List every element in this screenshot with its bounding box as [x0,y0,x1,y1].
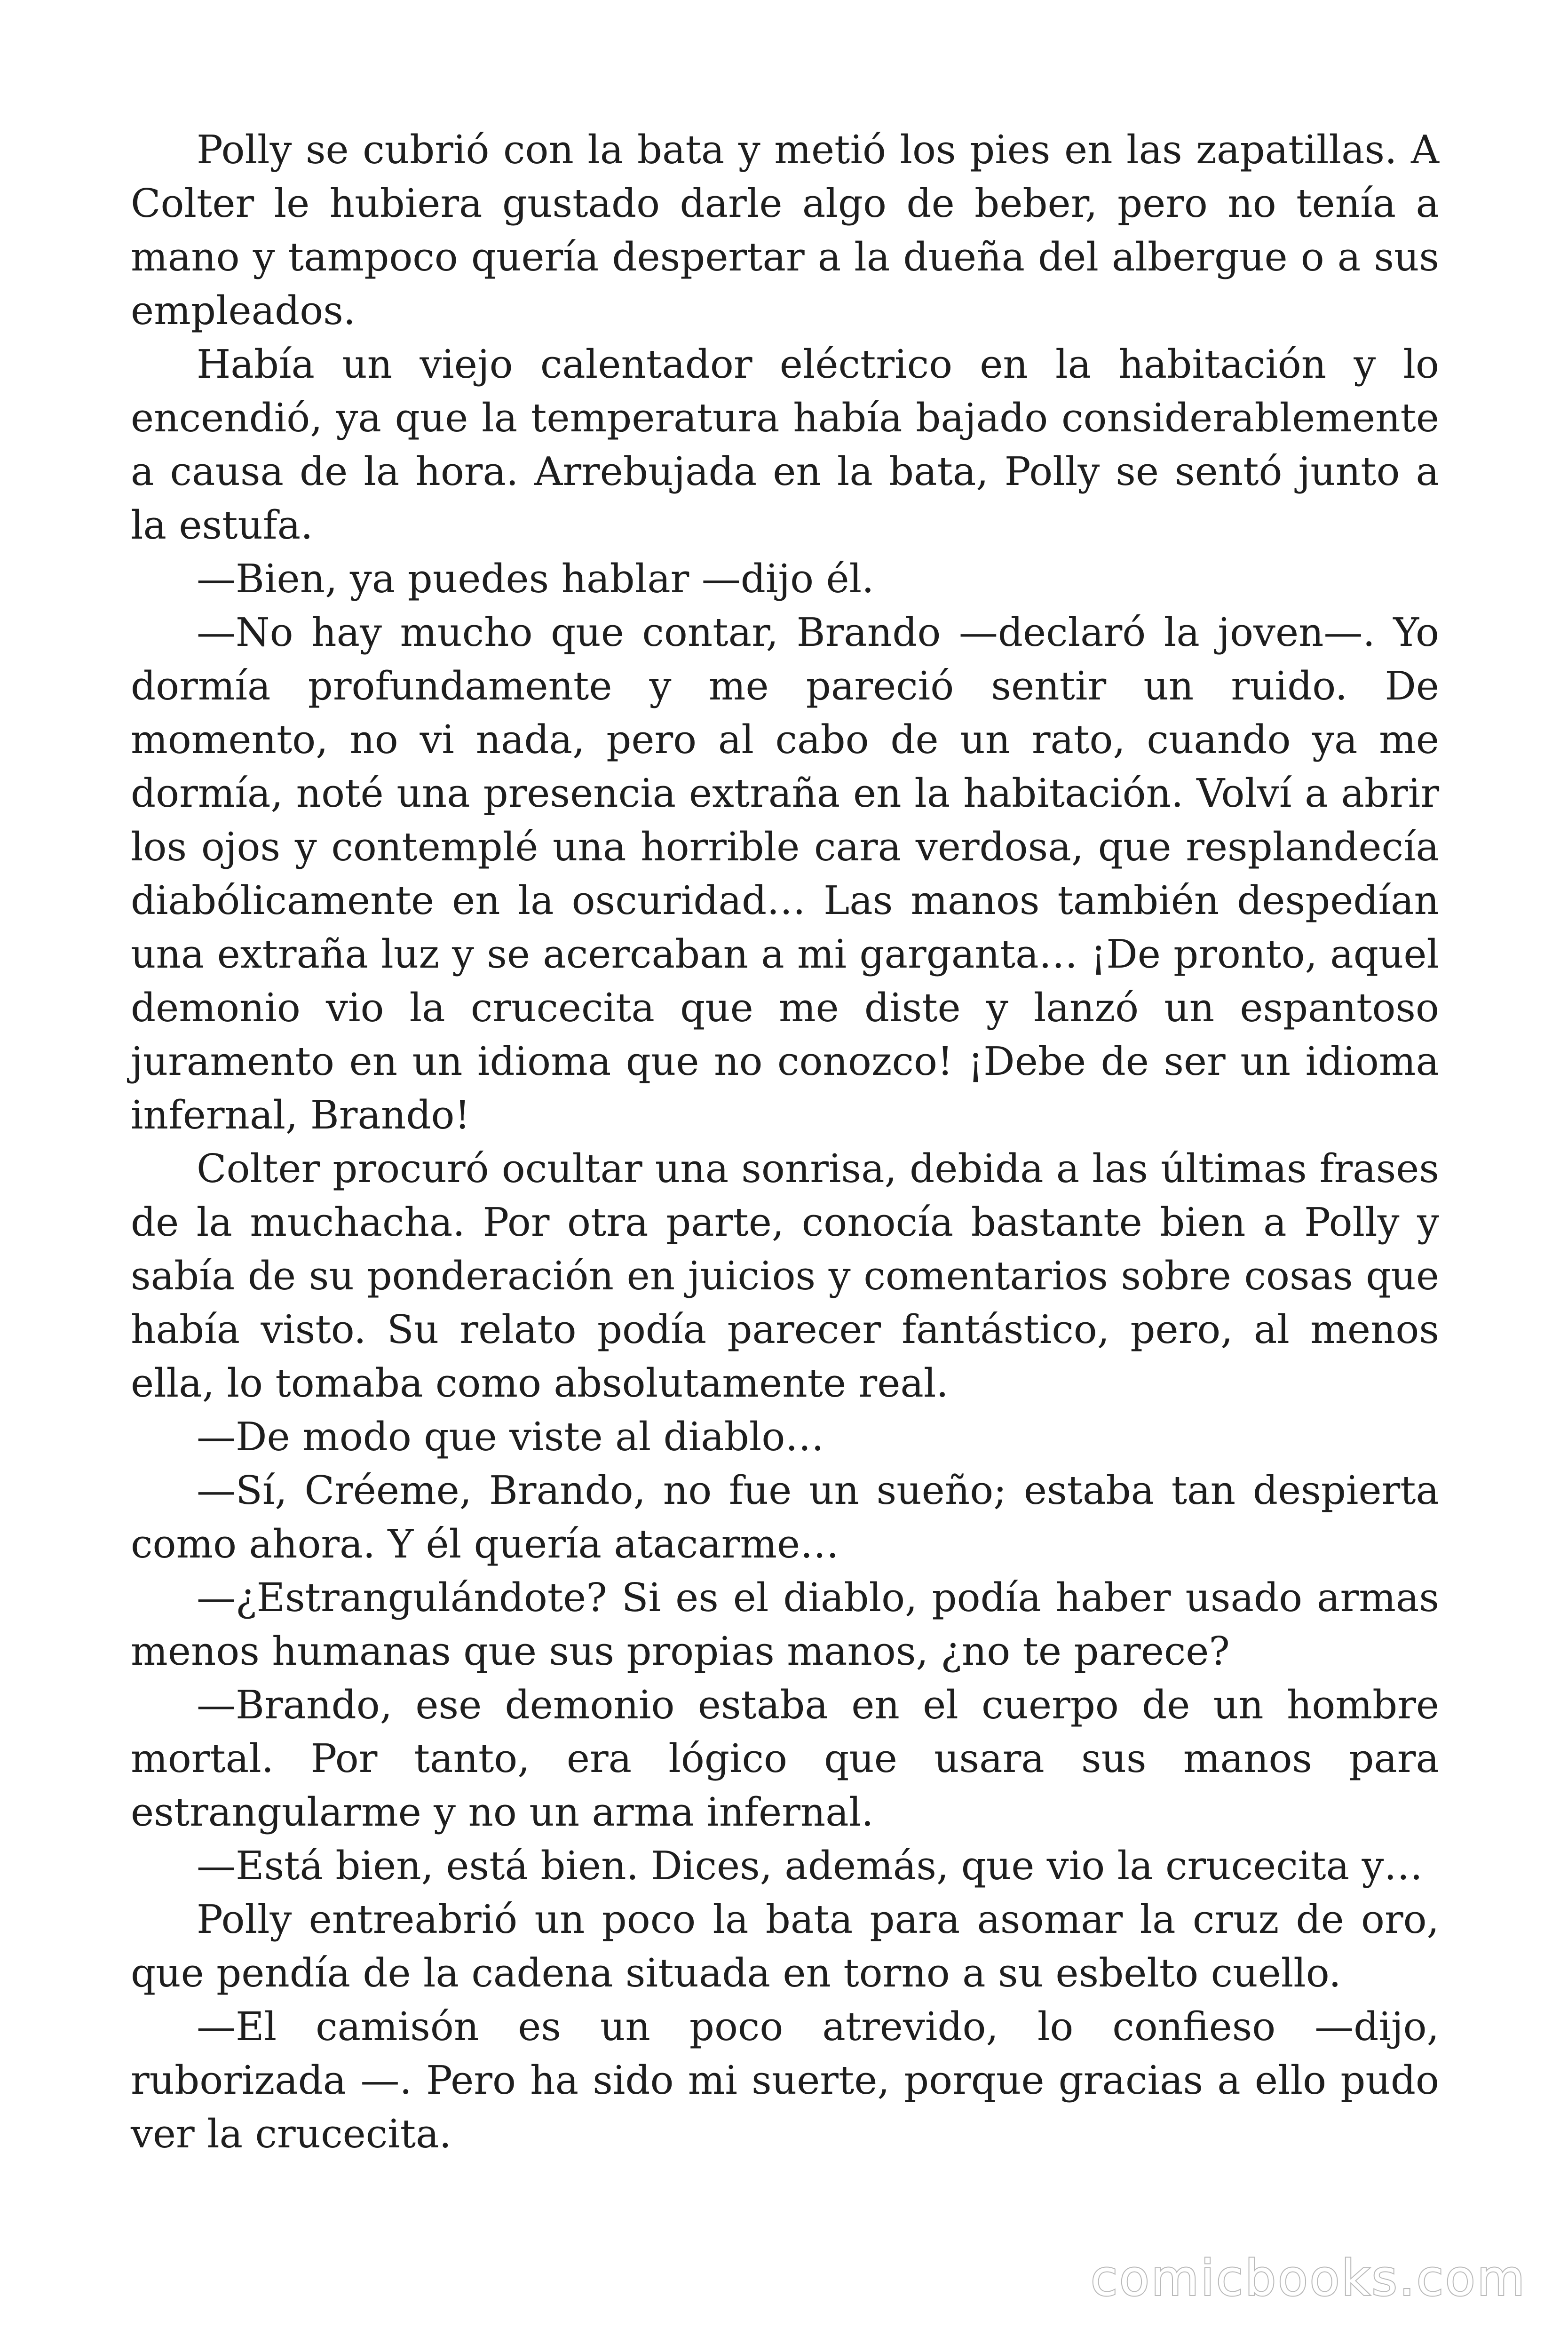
paragraph: —Está bien, está bien. Dices, además, que vio la crucecita y… [197,1843,1423,1889]
paragraph: —Sí, Créeme, Brando, no fue un sueño; estaba tan despierta como ahora. Y él quería atacarme… [131,1468,1439,1567]
paragraph: Polly entreabrió un poco la bata para asomar la cruz de oro, que pendía de la cadena situada en torno a su esbelto cuello. [131,1897,1439,1996]
paragraph: —¿Estrangulándote? Si es el diablo, podía haber usado armas menos humanas que sus propias manos, ¿no te parece? [131,1575,1439,1674]
page-body [131,123,1439,2161]
paragraph: —Brando, ese demonio estaba en el cuerpo de un hombre mortal. Por tanto, era lógico que usara sus manos para estrangularme y no un arma infernal. [131,1682,1439,1835]
paragraph: —El camisón es un poco atrevido, lo confieso —dijo, ruborizada —. Pero ha sido mi suerte, porque gracias a ello pudo ver la crucecita. [131,2004,1439,2157]
paragraph: Había un viejo calentador eléctrico en la habitación y lo encendió, ya que la temperatura había bajado considerablemente a causa de la hora. Arrebujada en la bata, Polly se sentó junto a la estufa. [131,342,1439,548]
paragraph: —De modo que viste al diablo… [197,1414,824,1460]
watermark: comicbooks.com [1090,2249,1527,2307]
paragraph: Polly se cubrió con la bata y metió los pies en las zapatillas. A Colter le hubiera gustado darle algo de beber, pero no tenía a mano y tampoco quería despertar a la dueña del albergue o a sus empleados. [131,127,1439,334]
paragraph: —No hay mucho que contar, Brando —declaró la joven—. Yo dormía profundamente y me pareció sentir un ruido. De momento, no vi nada, pero al cabo de un rato, cuando ya me dormía, noté una presencia extraña en la habitación. Volví a abrir los ojos y contemplé una horrible cara verdosa, que resplandecía diabólicamente en la oscuridad… Las manos también despedían una extraña luz y se acercaban a mi garganta… ¡De pronto, aquel demonio vio la crucecita que me diste y lanzó un espantoso juramento en un idioma que no conozco! ¡Debe de ser un idioma infernal, Brando! [131,610,1439,1138]
paragraph: —Bien, ya puedes hablar —dijo él. [197,556,874,602]
paragraph: Colter procuró ocultar una sonrisa, debida a las últimas frases de la muchacha. Por otra parte, conocía bastante bien a Polly y sabía de su ponderación en juicios y comentarios sobre cosas que había visto. Su relato podía parecer fantástico, pero, al menos ella, lo tomaba como absolutamente real. [131,1146,1439,1406]
